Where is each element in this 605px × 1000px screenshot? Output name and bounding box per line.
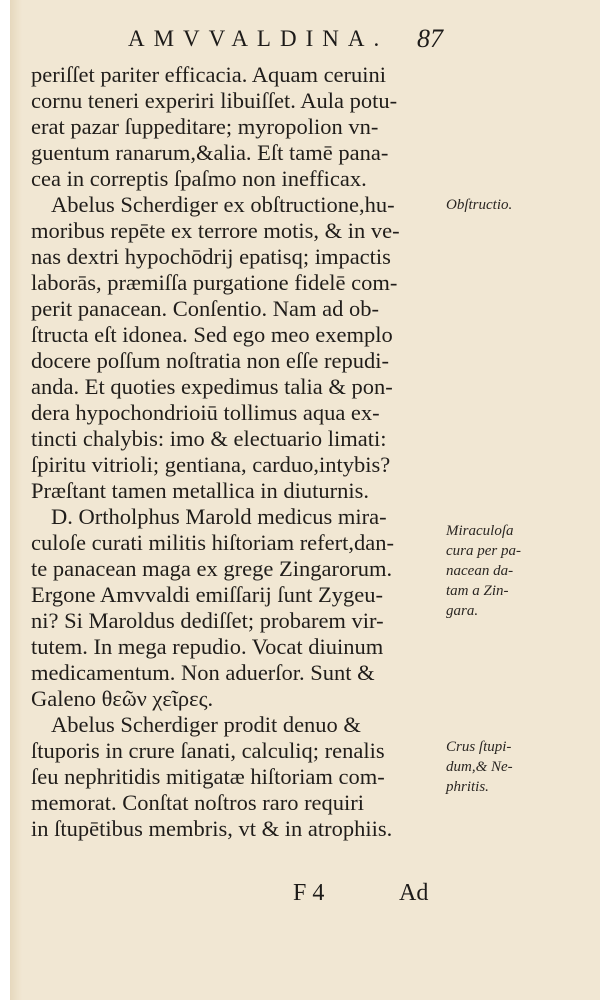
page-footer — [10, 880, 600, 916]
text-line: erat pazar ſuppeditare; myropolion vn- — [31, 114, 379, 139]
margin-note-miraculosa: tam a Zin- — [446, 583, 509, 599]
text-line: ſtuporis in crure ſanati, calculiq; renalis — [31, 738, 385, 763]
margin-note-crus: phritis. — [446, 779, 489, 795]
signature-mark: F 4 — [293, 880, 325, 906]
text-line: Præſtant tamen metallica in diuturnis. — [31, 478, 370, 503]
text-line: perit panacean. Conſentio. Nam ad ob- — [31, 296, 380, 321]
text-line: anda. Et quoties expedimus talia & pon- — [31, 374, 393, 399]
text-line: memorat. Conſtat noſtros raro requiri — [31, 790, 365, 815]
book-page — [10, 0, 600, 1000]
margin-note-miraculosa: cura per pa- — [446, 543, 521, 559]
margin-note-crus: dum,& Ne- — [446, 759, 513, 775]
text-line: ſtructa eſt idonea. Sed ego meo exemplo — [31, 322, 393, 347]
text-line: Ergone Amvvaldi emiſſarij ſunt Zygeu- — [31, 582, 384, 607]
text-line: ni? Si Maroldus dediſſet; probarem vir- — [31, 608, 384, 633]
paragraph-start-line: D. Ortholphus Marold medicus mira- — [51, 504, 387, 529]
margin-note-crus: Crus ſtupi- — [446, 739, 512, 755]
text-line: docere poſſum noſtratia non eſſe repudi- — [31, 348, 390, 373]
margin-note-miraculosa: Miraculoſa — [446, 523, 514, 539]
text-line: Galeno θεῶν χεῖρες. — [31, 686, 214, 711]
text-line: laborās, præmiſſa purgatione fidelē com- — [31, 270, 398, 295]
page-header — [10, 26, 600, 56]
text-line: medicamentum. Non aduerſor. Sunt & — [31, 660, 375, 685]
catchword: Ad — [399, 880, 429, 906]
text-line: guentum ranarum,&alia. Eſt tamē pana- — [31, 140, 389, 165]
paragraph-start-line: Abelus Scherdiger ex obſtructione,hu- — [51, 192, 395, 217]
text-line: tutem. In mega repudio. Vocat diuinum — [31, 634, 384, 659]
text-line: cornu teneri experiri libuiſſet. Aula potu- — [31, 88, 398, 113]
page-number: 87 — [417, 24, 443, 53]
running-head: AMVVALDINA. — [128, 26, 389, 51]
margin-note-miraculosa: gara. — [446, 603, 479, 619]
text-line: culoſe curati militis hiſtoriam refert,dan- — [31, 530, 394, 555]
text-line: ſpiritu vitrioli; gentiana, carduo,intybis? — [31, 452, 391, 477]
text-line: te panacean maga ex grege Zingarorum. — [31, 556, 393, 581]
margin-note-obstructio: Obſtructio. — [446, 197, 513, 213]
margin-note-miraculosa: nacean da- — [446, 563, 514, 579]
text-line: ſeu nephritidis mitigatæ hiſtoriam com- — [31, 764, 385, 789]
text-line: in ſtupētibus membris, vt & in atrophiis. — [31, 816, 393, 841]
paragraph-start-line: Abelus Scherdiger prodit denuo & — [51, 712, 361, 737]
text-line: periſſet pariter efficacia. Aquam ceruini — [31, 62, 387, 87]
page-gutter-shadow — [10, 0, 22, 1000]
text-line: cea in correptis ſpaſmo non inefficax. — [31, 166, 367, 191]
text-line: tincti chalybis: imo & electuario limati: — [31, 426, 387, 451]
text-line: dera hypochondrioiū tollimus aqua ex- — [31, 400, 380, 425]
text-line: nas dextri hypochōdrij epatisq; impactis — [31, 244, 391, 269]
text-line: moribus repēte ex terrore motis, & in ve- — [31, 218, 400, 243]
